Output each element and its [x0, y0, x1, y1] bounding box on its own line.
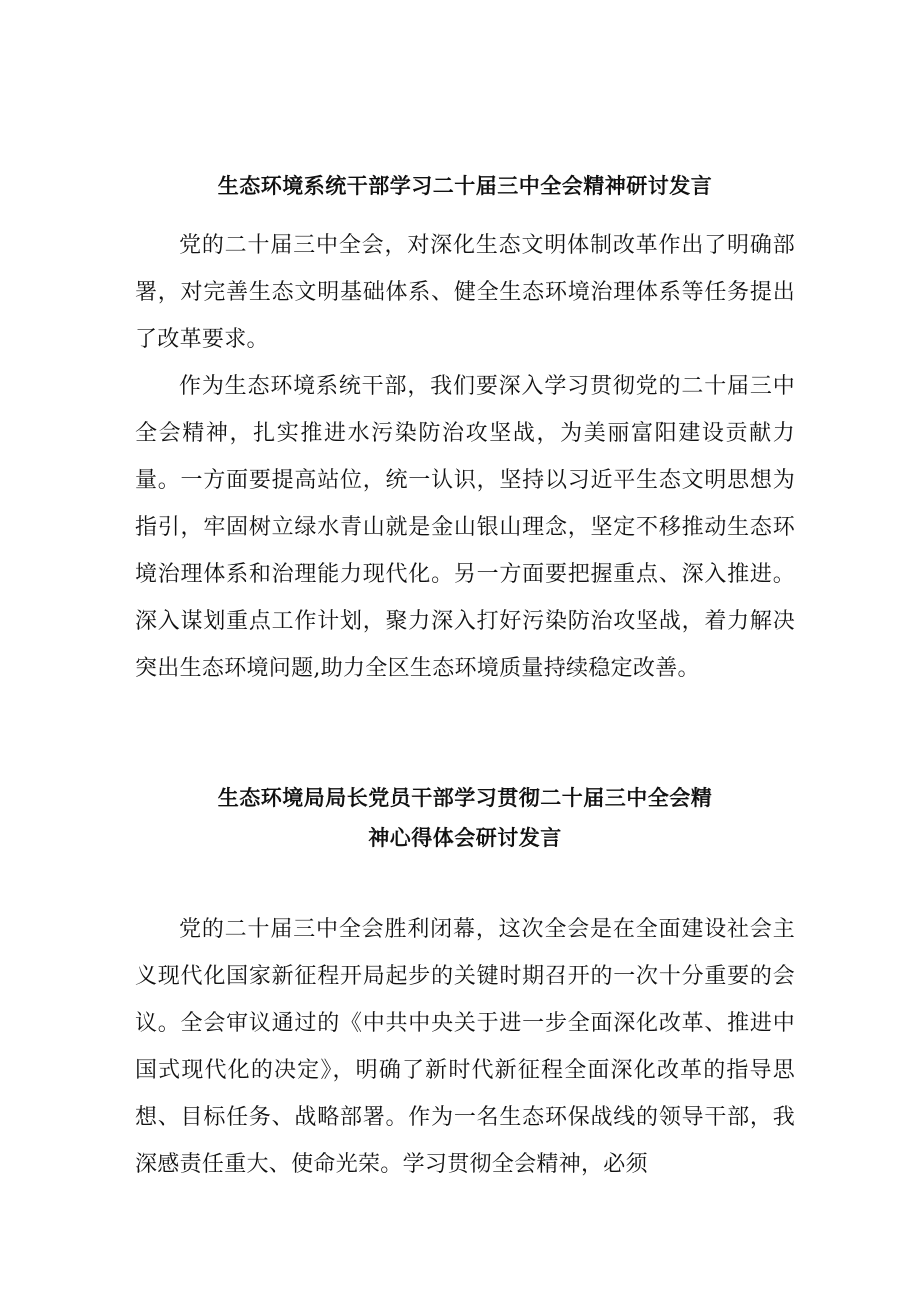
section-1-paragraph-1: 党的二十届三中全会，对深化生态文明体制改革作出了明确部署，对完善生态文明基础体系、健全生态环境治理体系等任务提出了改革要求。 — [135, 233, 795, 352]
section-1-title — [135, 166, 795, 206]
section-2-paragraph-1: 党的二十届三中全会胜利闭幕，这次全会是在全面建设社会主义现代化国家新征程开局起步的关键时期召开的一次十分重要的会议。全会审议通过的《中共中央关于进一步全面深化改革、推进中国式现代化的决定》，明确了新时代新征程全面深化改革的指导思想、目标任务、战略部署。作为一名生态环保战线的领导干部，我深感责任重大、使命光荣。学习贯彻全会精神，必须 — [135, 917, 795, 1177]
section-2-heading — [135, 778, 795, 858]
section-1-heading — [135, 166, 795, 206]
section-1-body — [135, 222, 795, 692]
section-2-body — [135, 906, 795, 1188]
section-1-title-line-1: 生态环境系统干部学习二十届三中全会精神研讨发言 — [217, 174, 713, 198]
section-1-paragraph-2: 作为生态环境系统干部，我们要深入学习贯彻党的二十届三中全会精神，扎实推进水污染防治攻坚战，为美丽富阳建设贡献力量。一方面要提高站位，统一认识，坚持以习近平生态文明思想为指引，牢固树立绿水青山就是金山银山理念，坚定不移推动生态环境治理体系和治理能力现代化。另一方面要把握重点、深入推进。深入谋划重点工作计划，聚力深入打好污染防治攻坚战，着力解决突出生态环境问题,助力全区生态环境质量持续稳定改善。 — [135, 374, 795, 681]
section-2-title — [135, 778, 795, 858]
section-2-title-line-1: 生态环境局局长党员干部学习贯彻二十届三中全会精 — [217, 786, 713, 810]
section-2-title-line-2: 神心得体会研讨发言 — [368, 826, 562, 850]
